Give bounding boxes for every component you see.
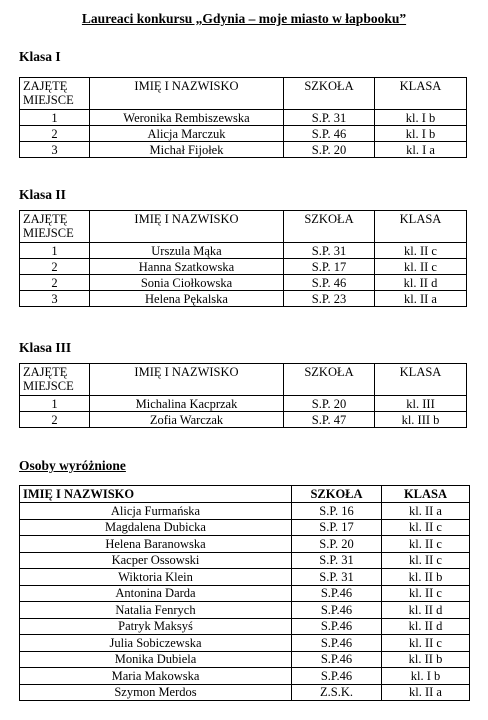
table-row <box>20 536 470 553</box>
class-cell: kl. II d <box>375 275 467 291</box>
name-cell: Weronika Rembiszewska <box>90 110 284 126</box>
school-cell: Z.S.K. <box>292 684 382 701</box>
table-header-row <box>20 78 467 110</box>
class-cell: kl. III b <box>375 412 467 428</box>
table-row <box>20 503 470 520</box>
page-title: Laureaci konkursu „Gdynia – moje miasto w łapbooku” <box>81 11 407 26</box>
school-cell: S.P. 31 <box>284 243 375 259</box>
name-cell: Magdalena Dubicka <box>20 519 292 536</box>
name-cell: Michał Fijołek <box>90 142 284 158</box>
results-table-klasa-1 <box>19 77 467 158</box>
name-cell: Helena Baranowska <box>20 536 292 553</box>
name-cell: Szymon Merdos <box>20 684 292 701</box>
place-cell: 3 <box>20 291 90 307</box>
name-cell: Sonia Ciołkowska <box>90 275 284 291</box>
table-row <box>20 142 467 158</box>
name-cell: Kacper Ossowski <box>20 552 292 569</box>
distinguished-table <box>19 485 470 701</box>
table-row <box>20 651 470 668</box>
column-header-school: SZKOŁA <box>284 364 375 396</box>
name-cell: Julia Sobiczewska <box>20 635 292 652</box>
name-cell: Hanna Szatkowska <box>90 259 284 275</box>
table-row <box>20 684 470 701</box>
school-cell: S.P.46 <box>292 668 382 685</box>
section-heading-distinguished: Osoby wyróżnione <box>19 458 126 473</box>
column-header-class: KLASA <box>382 486 470 503</box>
school-cell: S.P. 46 <box>284 275 375 291</box>
class-cell: kl. II b <box>382 569 470 586</box>
column-header-class: KLASA <box>375 364 467 396</box>
name-cell: Patryk Maksyś <box>20 618 292 635</box>
class-cell: kl. II a <box>375 291 467 307</box>
place-cell: 2 <box>20 275 90 291</box>
class-cell: kl. III <box>375 396 467 412</box>
class-cell: kl. II d <box>382 602 470 619</box>
name-cell: Antonina Darda <box>20 585 292 602</box>
name-cell: Zofia Warczak <box>90 412 284 428</box>
name-cell: Maria Makowska <box>20 668 292 685</box>
table-header-row <box>20 211 467 243</box>
school-cell: S.P. 17 <box>284 259 375 275</box>
class-cell: kl. II c <box>382 519 470 536</box>
name-cell: Urszula Mąka <box>90 243 284 259</box>
name-cell: Michalina Kacprzak <box>90 396 284 412</box>
section-heading-klasa-2: Klasa II <box>19 187 66 202</box>
name-cell: Monika Dubiela <box>20 651 292 668</box>
class-cell: kl. II c <box>382 585 470 602</box>
name-cell: Alicja Furmańska <box>20 503 292 520</box>
section-heading-klasa-1: Klasa I <box>19 49 61 64</box>
table-row <box>20 585 470 602</box>
table-row <box>20 291 467 307</box>
column-header-place: ZAJĘTĘ MIEJSCE <box>20 364 90 396</box>
table-row <box>20 668 470 685</box>
school-cell: S.P. 23 <box>284 291 375 307</box>
column-header-name: IMIĘ I NAZWISKO <box>90 78 284 110</box>
place-cell: 2 <box>20 412 90 428</box>
school-cell: S.P. 20 <box>284 142 375 158</box>
class-cell: kl. II c <box>375 259 467 275</box>
name-cell: Alicja Marczuk <box>90 126 284 142</box>
school-cell: S.P.46 <box>292 602 382 619</box>
table-header-row <box>20 364 467 396</box>
place-cell: 2 <box>20 126 90 142</box>
name-cell: Wiktoria Klein <box>20 569 292 586</box>
table-header-row <box>20 486 470 503</box>
name-cell: Helena Pękalska <box>90 291 284 307</box>
table-row <box>20 618 470 635</box>
column-header-class: KLASA <box>375 78 467 110</box>
table-row <box>20 243 467 259</box>
column-header-school: SZKOŁA <box>284 211 375 243</box>
class-cell: kl. I b <box>382 668 470 685</box>
class-cell: kl. I b <box>375 126 467 142</box>
place-cell: 1 <box>20 243 90 259</box>
school-cell: S.P.46 <box>292 585 382 602</box>
place-cell: 1 <box>20 396 90 412</box>
class-cell: kl. II a <box>382 684 470 701</box>
column-header-name: IMIĘ I NAZWISKO <box>90 364 284 396</box>
place-cell: 2 <box>20 259 90 275</box>
school-cell: S.P. 31 <box>284 110 375 126</box>
school-cell: S.P.46 <box>292 651 382 668</box>
results-table-klasa-3 <box>19 363 467 428</box>
table-row <box>20 412 467 428</box>
table-row <box>20 569 470 586</box>
table-row <box>20 552 470 569</box>
place-cell: 1 <box>20 110 90 126</box>
class-cell: kl. II b <box>382 651 470 668</box>
name-cell: Natalia Fenrych <box>20 602 292 619</box>
table-row <box>20 396 467 412</box>
class-cell: kl. II a <box>382 503 470 520</box>
column-header-place: ZAJĘTĘ MIEJSCE <box>20 211 90 243</box>
table-row <box>20 602 470 619</box>
school-cell: S.P. 47 <box>284 412 375 428</box>
class-cell: kl. II c <box>375 243 467 259</box>
class-cell: kl. I a <box>375 142 467 158</box>
school-cell: S.P. 46 <box>284 126 375 142</box>
school-cell: S.P. 16 <box>292 503 382 520</box>
school-cell: S.P. 31 <box>292 552 382 569</box>
school-cell: S.P. 20 <box>292 536 382 553</box>
class-cell: kl. II c <box>382 552 470 569</box>
column-header-class: KLASA <box>375 211 467 243</box>
table-row <box>20 275 467 291</box>
results-table-klasa-2 <box>19 210 467 307</box>
table-row <box>20 259 467 275</box>
table-row <box>20 126 467 142</box>
table-row <box>20 635 470 652</box>
table-row <box>20 110 467 126</box>
column-header-place: ZAJĘTĘ MIEJSCE <box>20 78 90 110</box>
class-cell: kl. I b <box>375 110 467 126</box>
column-header-name: IMIĘ I NAZWISKO <box>90 211 284 243</box>
column-header-school: SZKOŁA <box>284 78 375 110</box>
column-header-name: IMIĘ I NAZWISKO <box>20 486 292 503</box>
class-cell: kl. II c <box>382 536 470 553</box>
school-cell: S.P. 17 <box>292 519 382 536</box>
school-cell: S.P.46 <box>292 618 382 635</box>
section-heading-klasa-3: Klasa III <box>19 340 72 355</box>
school-cell: S.P. 20 <box>284 396 375 412</box>
column-header-school: SZKOŁA <box>292 486 382 503</box>
school-cell: S.P.46 <box>292 635 382 652</box>
school-cell: S.P. 31 <box>292 569 382 586</box>
place-cell: 3 <box>20 142 90 158</box>
table-row <box>20 519 470 536</box>
class-cell: kl. II d <box>382 618 470 635</box>
class-cell: kl. II c <box>382 635 470 652</box>
